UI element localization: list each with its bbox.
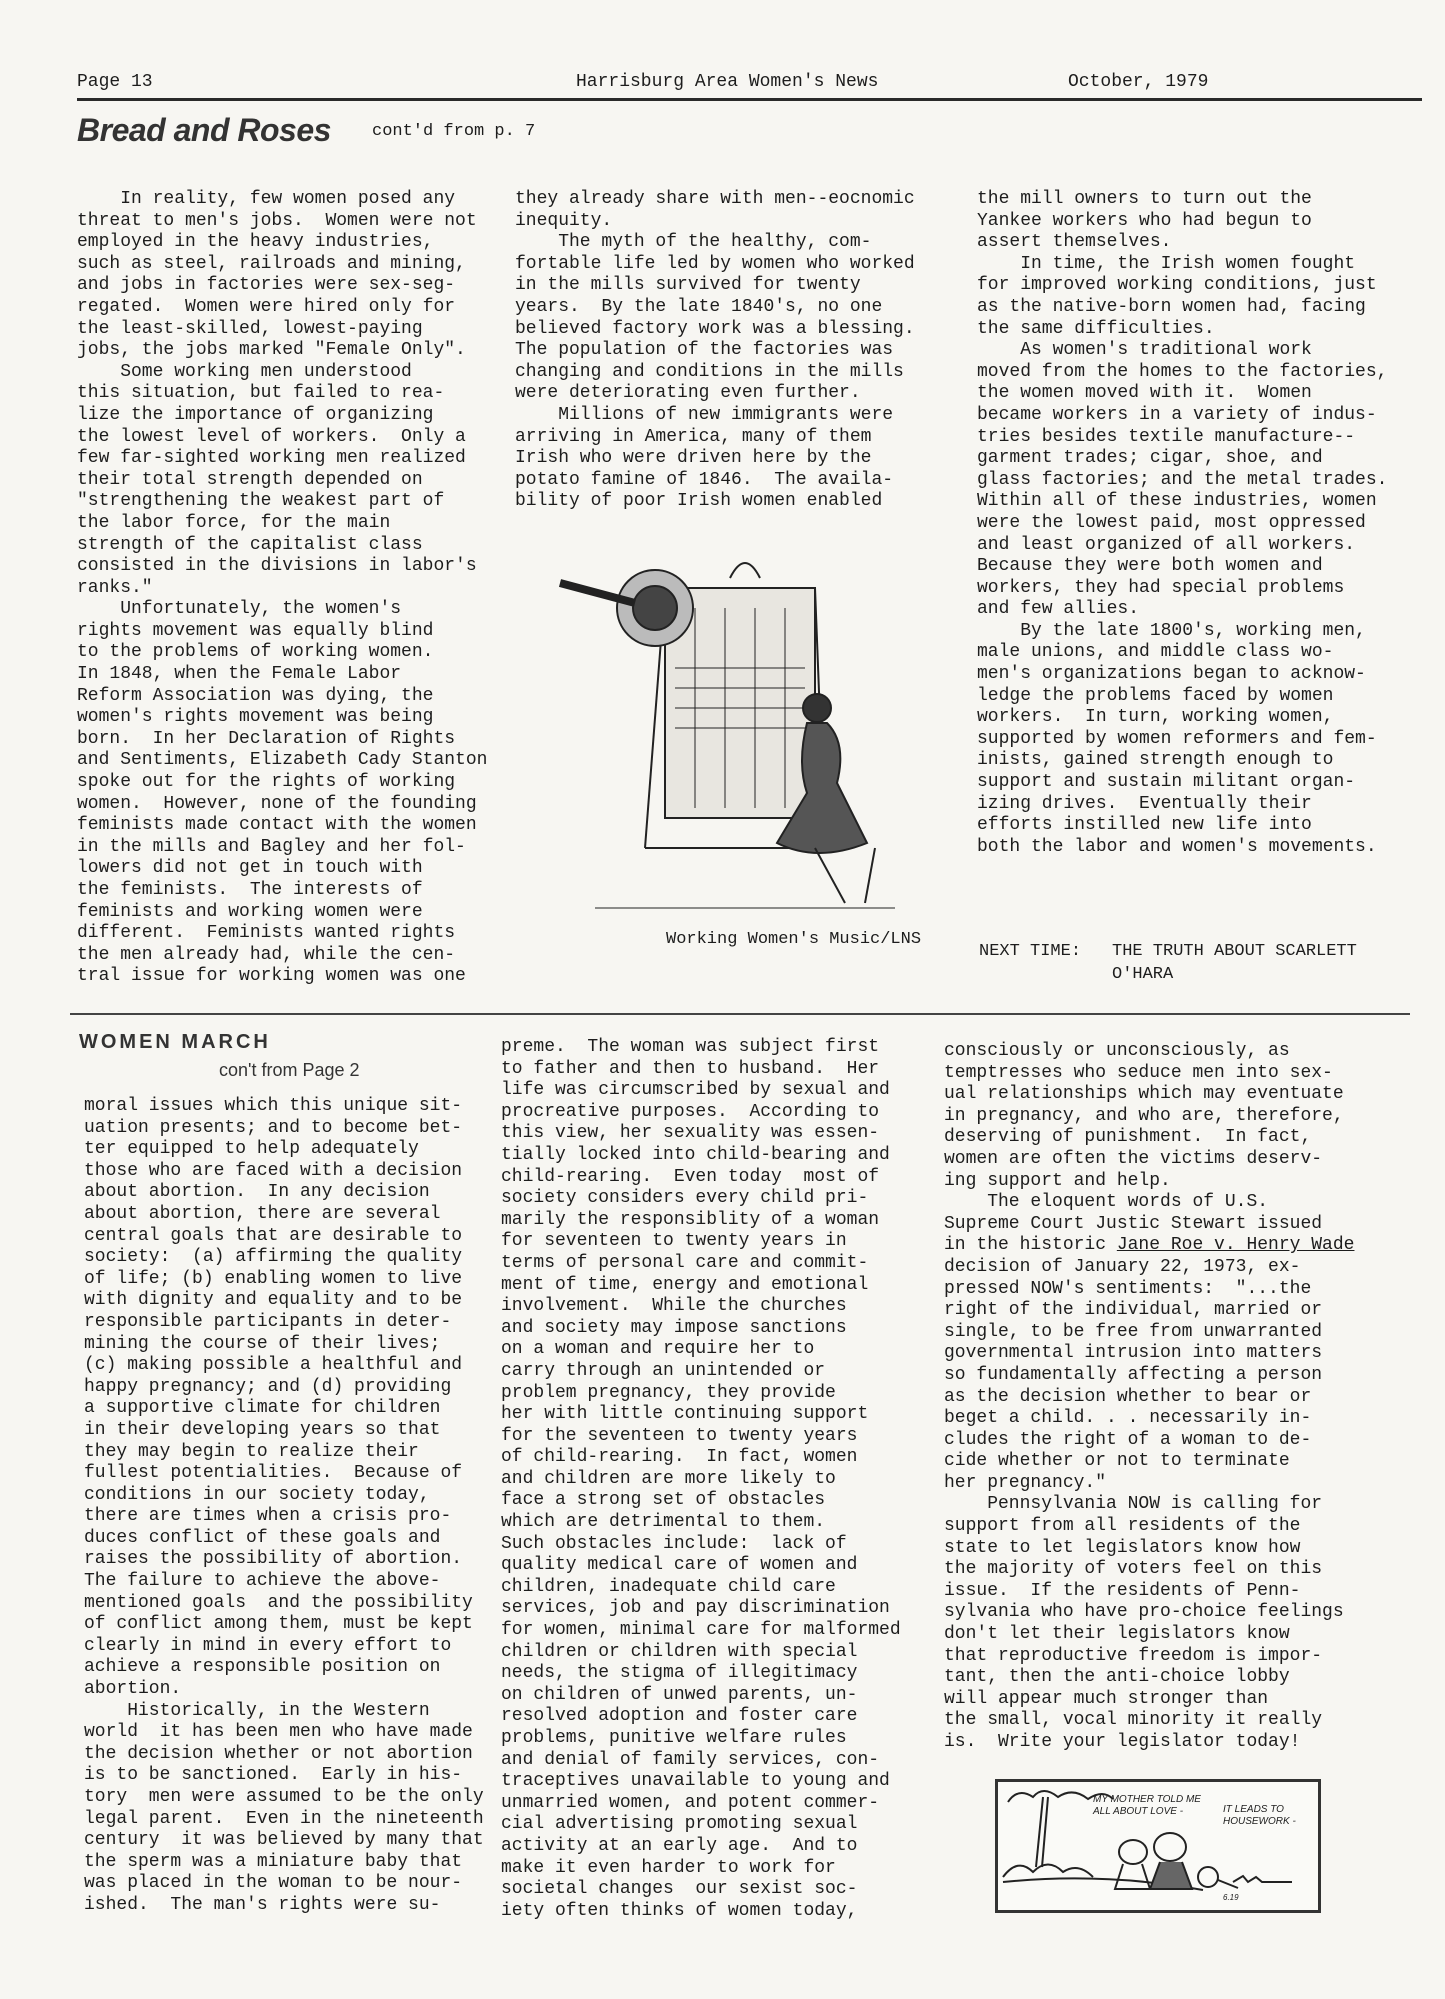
- text-line: sylvania who have pro-choice feelings: [944, 1602, 1344, 1623]
- text-line: consciously or unconsciously, as: [944, 1041, 1290, 1061]
- text-line: The population of the factories was: [515, 340, 894, 361]
- text-line: arriving in America, many of them: [515, 426, 872, 447]
- text-line: child-rearing. Even today most of: [501, 1166, 880, 1187]
- text-line: ing support and help.: [944, 1170, 1171, 1191]
- text-line: life was circumscribed by sexual and: [501, 1080, 890, 1101]
- text-line: tral issue for working women was one: [77, 966, 466, 987]
- article-column-1: [84, 1096, 484, 1917]
- text-line: fortable life led by women who worked: [515, 253, 915, 274]
- text-line: The failure to achieve the above-: [84, 1571, 441, 1592]
- text-line: unmarried women, and potent commer-: [501, 1792, 880, 1813]
- text-line: procreative purposes. According to: [501, 1101, 880, 1122]
- text-line: in the mills and Bagley and her fol-: [77, 836, 466, 857]
- text-line: garment trades; cigar, shoe, and: [977, 448, 1323, 469]
- text-line: central goals that are desirable to: [84, 1225, 463, 1246]
- image-caption: Working Women's Music/LNS: [666, 930, 922, 949]
- text-line: the women moved with it. Women: [977, 383, 1312, 404]
- comic-strip: [995, 1779, 1321, 1913]
- header-rule: [77, 98, 1422, 101]
- text-line: for women, minimal care for malformed: [501, 1620, 901, 1641]
- text-line: ledge the problems faced by women: [977, 685, 1334, 706]
- text-line: as the decision whether to bear or: [944, 1386, 1312, 1407]
- text-line: abortion.: [84, 1679, 182, 1700]
- text-line: As women's traditional work: [977, 340, 1312, 361]
- text-line: Millions of new immigrants were: [515, 404, 894, 425]
- text-line: regated. Women were hired only for: [77, 296, 456, 317]
- text-line: single, to be free from unwarranted: [944, 1321, 1323, 1342]
- text-line: workers. In turn, working women,: [977, 707, 1334, 728]
- article-title: Bread and Roses: [77, 112, 331, 148]
- text-line: and least organized of all workers.: [977, 534, 1356, 555]
- text-line: governmental intrusion into matters: [944, 1343, 1323, 1364]
- text-line: problems, punitive welfare rules: [501, 1728, 847, 1748]
- text-line: were the lowest paid, most oppressed: [977, 512, 1366, 533]
- text-line: became workers in a variety of indus-: [977, 404, 1377, 425]
- text-line: iety often thinks of women today,: [501, 1900, 858, 1921]
- text-line: of conflict among them, must be kept: [84, 1614, 473, 1635]
- text-line: they already share with men--eocnomic: [515, 189, 915, 209]
- text-line: activity at an early age. And to: [501, 1835, 858, 1856]
- text-line: about abortion, there are several: [84, 1203, 441, 1224]
- text-line: cludes the right of a woman to de-: [944, 1429, 1312, 1450]
- comic-date: 6.19: [1223, 1893, 1239, 1902]
- text-line: assert themselves.: [977, 232, 1172, 253]
- text-line: the small, vocal minority it really: [944, 1710, 1323, 1731]
- text-line: cide whether or not to terminate: [944, 1451, 1290, 1472]
- text-line: children, inadequate child care: [501, 1576, 836, 1597]
- text-line: In time, the Irish women fought: [977, 253, 1356, 274]
- issue-date: October, 1979: [1068, 72, 1209, 92]
- continued-note: con't from Page 2: [219, 1060, 360, 1080]
- text-line: "strengthening the weakest part of: [77, 491, 445, 512]
- text-line: and children are more likely to: [501, 1468, 836, 1489]
- text-line: jobs, the jobs marked "Female Only".: [77, 340, 466, 361]
- case-name-underlined: Jane Roe v. Henry Wade: [1116, 1235, 1355, 1256]
- text-line: this view, her sexuality was essen-: [501, 1123, 880, 1144]
- text-line: Yankee workers who had begun to: [977, 210, 1312, 231]
- text-line: mining the course of their lives;: [84, 1333, 441, 1354]
- text-line: Because they were both women and: [977, 556, 1323, 577]
- text-line: lowers did not get in touch with: [77, 858, 423, 879]
- text-line: about abortion. In any decision: [84, 1182, 430, 1203]
- text-line: right of the individual, married or: [944, 1300, 1323, 1321]
- text-line: this situation, but failed to rea-: [77, 383, 445, 404]
- text-line: changing and conditions in the mills: [515, 361, 904, 382]
- text-line: fullest potentialities. Because of: [84, 1463, 463, 1484]
- text-line: was placed in the woman to be nour-: [84, 1873, 463, 1894]
- text-line: children or children with special: [501, 1641, 858, 1662]
- text-line: the men already had, while the cen-: [77, 944, 456, 965]
- text-line: were deteriorating even further.: [515, 383, 861, 404]
- text-line: izing drives. Eventually their: [977, 793, 1312, 814]
- text-line: efforts instilled new life into: [977, 815, 1312, 836]
- section-divider: [70, 1013, 1410, 1015]
- text-line: ment of time, energy and emotional: [501, 1274, 869, 1295]
- text-line: achieve a responsible position on: [84, 1657, 441, 1678]
- text-line: for improved working conditions, just: [977, 275, 1377, 296]
- text-line: [944, 1235, 1354, 1257]
- text-line: moved from the homes to the factories,: [977, 361, 1388, 382]
- text-line: preme. The woman was subject first: [501, 1037, 880, 1057]
- text-line: the labor force, for the main: [77, 512, 391, 533]
- text-line: is. Write your legislator today!: [944, 1732, 1301, 1752]
- text-line: In 1848, when the Female Labor: [77, 664, 402, 685]
- article-column-1: [77, 189, 487, 988]
- text-line: so fundamentally affecting a person: [944, 1364, 1323, 1385]
- text-line: the least-skilled, lowest-paying: [77, 318, 423, 339]
- text-line: uation presents; and to become bet-: [84, 1117, 463, 1138]
- text-line: marily the responsiblity of a woman: [501, 1209, 880, 1230]
- text-line: women's rights movement was being: [77, 707, 434, 728]
- text-line: Such obstacles include: lack of: [501, 1533, 847, 1554]
- text-line: Reform Association was dying, the: [77, 685, 434, 706]
- text-line: the sperm was a miniature baby that: [84, 1851, 463, 1872]
- text-line: In reality, few women posed any: [77, 189, 456, 209]
- article-column-3: [977, 189, 1387, 858]
- text-line: face a strong set of obstacles: [501, 1490, 826, 1511]
- text-line: society: (a) affirming the quality: [84, 1247, 463, 1268]
- text-line: which are detrimental to them.: [501, 1512, 826, 1533]
- text-line: for seventeen to twenty years in: [501, 1231, 847, 1252]
- text-line: consisted in the divisions in labor's: [77, 556, 477, 577]
- text-line: century it was believed by many that: [84, 1830, 484, 1851]
- text-line: support from all residents of the: [944, 1516, 1301, 1537]
- text-line: issue. If the residents of Penn-: [944, 1580, 1301, 1601]
- text-line: quality medical care of women and: [501, 1555, 858, 1576]
- text-line: believed factory work was a blessing.: [515, 318, 915, 339]
- text-line: the decision whether or not abortion: [84, 1743, 473, 1764]
- text-line: their total strength depended on: [77, 469, 423, 490]
- text-line: Supreme Court Justic Stewart issued: [944, 1213, 1323, 1234]
- text-line: raises the possibility of abortion.: [84, 1549, 463, 1570]
- text-line: such as steel, railroads and mining,: [77, 253, 466, 274]
- text-line: those who are faced with a decision: [84, 1160, 463, 1181]
- text-line: Pennsylvania NOW is calling for: [944, 1494, 1323, 1515]
- text-line: years. By the late 1840's, no one: [515, 296, 883, 317]
- text-line: tially locked into child-bearing and: [501, 1144, 890, 1165]
- text-line: ished. The man's rights were su-: [84, 1894, 441, 1915]
- text-line: mentioned goals and the possibility: [84, 1592, 473, 1613]
- text-line: The myth of the healthy, com-: [515, 232, 872, 253]
- text-line: the mill owners to turn out the: [977, 189, 1312, 209]
- text-line: and Sentiments, Elizabeth Cady Stanton: [77, 750, 488, 771]
- text-line: with dignity and equality and to be: [84, 1290, 463, 1311]
- text-line: make it even harder to work for: [501, 1857, 836, 1878]
- text-line: her pregnancy.": [944, 1472, 1107, 1493]
- text-line: tant, then the anti-choice lobby: [944, 1667, 1290, 1688]
- text-line: to the problems of working women.: [77, 642, 434, 663]
- text-line: on a woman and require her to: [501, 1339, 815, 1360]
- text-line: in pregnancy, and who are, therefore,: [944, 1105, 1344, 1126]
- text-line: threat to men's jobs. Women were not: [77, 210, 477, 231]
- text-line: they may begin to realize their: [84, 1441, 419, 1462]
- text-line: don't let their legislators know: [944, 1624, 1290, 1645]
- text-line: of child-rearing. In fact, women: [501, 1447, 858, 1468]
- text-line: the majority of voters feel on this: [944, 1559, 1323, 1580]
- text-line: male unions, and middle class wo-: [977, 642, 1334, 663]
- text-line: rights movement was equally blind: [77, 620, 434, 641]
- text-line: services, job and pay discrimination: [501, 1598, 890, 1619]
- text-line: world it has been men who have made: [84, 1722, 473, 1743]
- article-column-2: [515, 189, 915, 513]
- text-line: glass factories; and the metal trades.: [977, 469, 1388, 490]
- page-number: Page 13: [77, 72, 153, 92]
- text-line: women are often the victims deserv-: [944, 1148, 1323, 1169]
- text-line: ter equipped to help adequately: [84, 1139, 419, 1160]
- text-line: The eloquent words of U.S.: [944, 1192, 1269, 1213]
- text-line: workers, they had special problems: [977, 577, 1345, 598]
- text-line: society considers every child pri-: [501, 1188, 869, 1209]
- text-line: in their developing years so that: [84, 1419, 441, 1440]
- text-line: Irish who were driven here by the: [515, 448, 872, 469]
- text-line: duces conflict of these goals and: [84, 1527, 441, 1548]
- article-column-3: [944, 1041, 1354, 1754]
- text-line: beget a child. . . necessarily in-: [944, 1408, 1312, 1429]
- text-line: to father and then to husband. Her: [501, 1058, 880, 1079]
- text-line: happy pregnancy; and (d) providing: [84, 1376, 452, 1397]
- text-line: Some working men understood: [77, 361, 412, 382]
- text-line: problem pregnancy, they provide: [501, 1382, 836, 1403]
- text-line: and few allies.: [977, 599, 1140, 620]
- next-time-line-1: THE TRUTH ABOUT SCARLETT: [1112, 942, 1357, 961]
- text-line: By the late 1800's, working men,: [977, 620, 1366, 641]
- text-line: societal changes our sexist soc-: [501, 1879, 858, 1900]
- text-line: women. However, none of the founding: [77, 793, 477, 814]
- text-line: state to let legislators know how: [944, 1537, 1301, 1558]
- loom-illustration: [555, 548, 920, 920]
- text-line: and society may impose sanctions: [501, 1317, 847, 1338]
- text-line: of life; (b) enabling women to live: [84, 1268, 463, 1289]
- text-line: and denial of family services, con-: [501, 1749, 880, 1770]
- text-line: Historically, in the Western: [84, 1700, 430, 1721]
- text-line: on children of unwed parents, un-: [501, 1684, 858, 1705]
- text-line: for the seventeen to twenty years: [501, 1425, 858, 1446]
- text-line: few far-sighted working men realized: [77, 448, 466, 469]
- text-line: temptresses who seduce men into sex-: [944, 1062, 1333, 1083]
- text-line: inequity.: [515, 210, 613, 231]
- text-line: support and sustain militant organ-: [977, 772, 1356, 793]
- text-line: born. In her Declaration of Rights: [77, 728, 456, 749]
- text-line: in the mills survived for twenty: [515, 275, 861, 296]
- text-line: different. Feminists wanted rights: [77, 923, 456, 944]
- text-line: the same difficulties.: [977, 318, 1215, 339]
- text-line: potato famine of 1846. The availa-: [515, 469, 894, 490]
- text-line: carry through an unintended or: [501, 1360, 826, 1381]
- text-line: ranks.": [77, 577, 153, 598]
- text-line: bility of poor Irish women enabled: [515, 491, 883, 512]
- speech-bubble-2: IT LEADS TO HOUSEWORK -: [1223, 1804, 1296, 1827]
- text-line: responsible participants in deter-: [84, 1311, 452, 1332]
- text-line: pressed NOW's sentiments: "...the: [944, 1278, 1312, 1299]
- text-line: will appear much stronger than: [944, 1688, 1269, 1709]
- text-line: conditions in our society today,: [84, 1484, 430, 1505]
- text-line: Unfortunately, the women's: [77, 599, 402, 620]
- text-line: deserving of punishment. In fact,: [944, 1127, 1312, 1148]
- continued-note: cont'd from p. 7: [372, 122, 536, 141]
- text-line: tries besides textile manufacture--: [977, 426, 1356, 447]
- text-line: Within all of these industries, women: [977, 491, 1377, 512]
- text-line: feminists made contact with the women: [77, 815, 477, 836]
- article-title: WOMEN MARCH: [79, 1031, 271, 1053]
- text-line: spoke out for the rights of working: [77, 772, 456, 793]
- text-line: and jobs in factories were sex-seg-: [77, 275, 456, 296]
- article-column-2: [501, 1037, 901, 1922]
- text-line: inists, gained strength enough to: [977, 750, 1334, 771]
- publication-name: Harrisburg Area Women's News: [576, 72, 879, 92]
- text-line: is to be sanctioned. Early in his-: [84, 1765, 463, 1786]
- text-line: clearly in mind in every effort to: [84, 1635, 452, 1656]
- text-line: strength of the capitalist class: [77, 534, 423, 555]
- text-line: lize the importance of organizing: [77, 404, 434, 425]
- text-line: supported by women reformers and fem-: [977, 728, 1377, 749]
- text-line: terms of personal care and commit-: [501, 1252, 869, 1273]
- text-line: employed in the heavy industries,: [77, 232, 434, 253]
- text-line: cial advertising promoting sexual: [501, 1814, 858, 1835]
- text-line: traceptives unavailable to young and: [501, 1771, 890, 1792]
- text-line: feminists and working women were: [77, 901, 423, 922]
- text-line: tory men were assumed to be the only: [84, 1787, 484, 1807]
- text-line: her with little continuing support: [501, 1404, 869, 1425]
- text-line: resolved adoption and foster care: [501, 1706, 858, 1727]
- text-line: that reproductive freedom is impor-: [944, 1645, 1323, 1666]
- text-line: there are times when a crisis pro-: [84, 1506, 452, 1527]
- text-line: legal parent. Even in the nineteenth: [84, 1808, 484, 1829]
- text-line: both the labor and women's movements.: [977, 836, 1377, 857]
- text-line: a supportive climate for children: [84, 1398, 441, 1419]
- text-segment: in the historic: [944, 1235, 1117, 1256]
- text-line: the feminists. The interests of: [77, 880, 423, 900]
- text-line: as the native-born women had, facing: [977, 296, 1366, 317]
- next-time-label: NEXT TIME:: [979, 942, 1082, 961]
- text-line: men's organizations began to acknow-: [977, 664, 1366, 685]
- text-line: ual relationships which may eventuate: [944, 1084, 1344, 1105]
- text-line: needs, the stigma of illegitimacy: [501, 1663, 858, 1684]
- speech-bubble-1: MY MOTHER TOLD ME ALL ABOUT LOVE -: [1093, 1794, 1201, 1817]
- text-line: decision of January 22, 1973, ex-: [944, 1256, 1301, 1277]
- text-line: moral issues which this unique sit-: [84, 1096, 463, 1116]
- text-line: (c) making possible a healthful and: [84, 1355, 463, 1376]
- text-line: involvement. While the churches: [501, 1296, 847, 1317]
- next-time-line-2: O'HARA: [1112, 965, 1174, 984]
- text-line: the lowest level of workers. Only a: [77, 426, 466, 447]
